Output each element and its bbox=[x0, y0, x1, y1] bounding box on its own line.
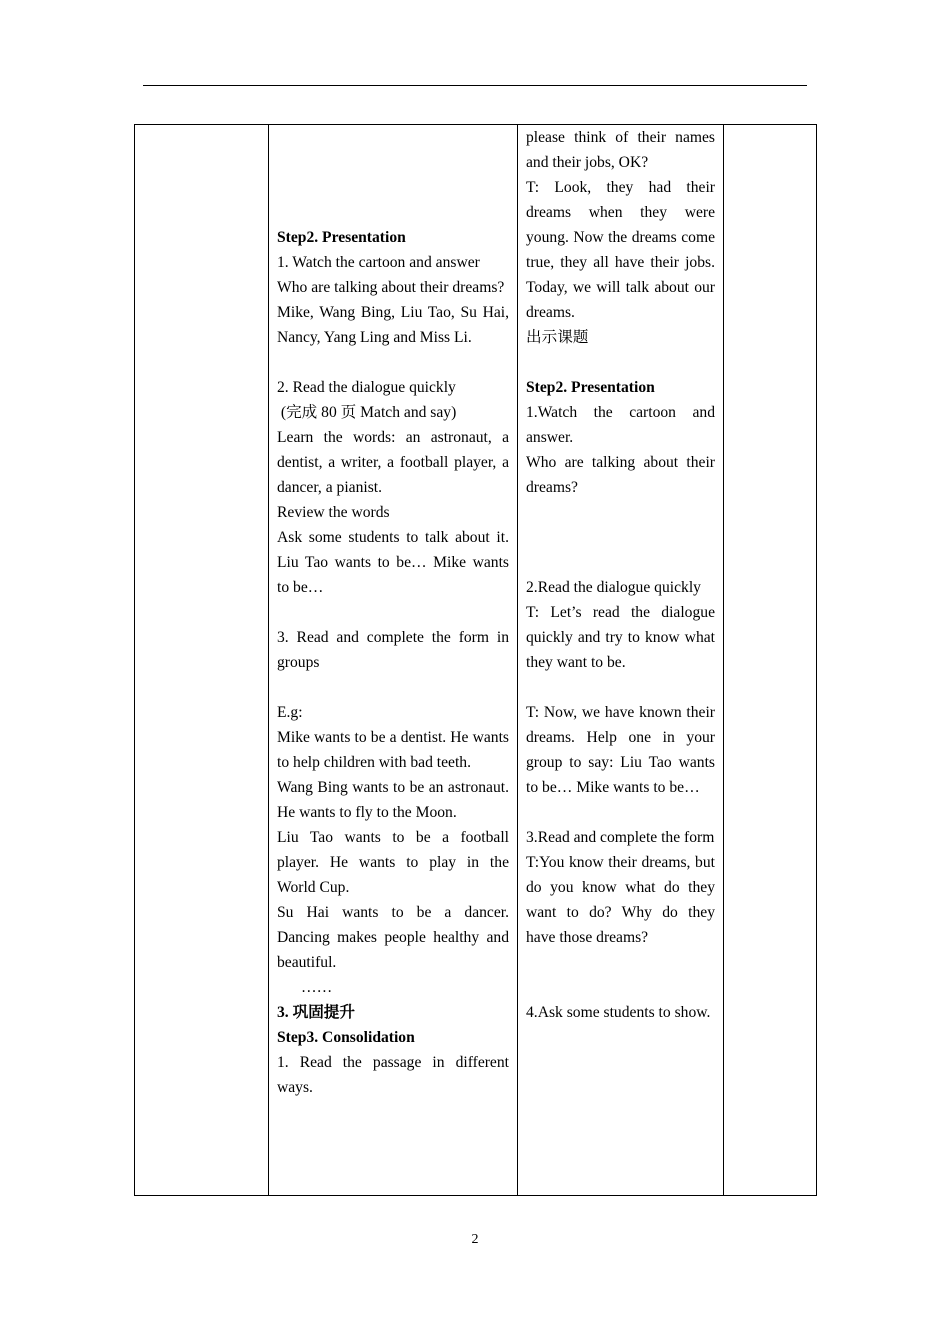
activity-text: 1. Read the passage in different ways. bbox=[277, 1054, 509, 1096]
page-number: 2 bbox=[471, 1232, 479, 1247]
step2-heading: Step2. Presentation bbox=[277, 229, 406, 246]
activity-text: T:You know their dreams, but do you know what do they want to do? Why do they have those dreams? bbox=[526, 854, 715, 946]
activity-text: T: Look, they had their dreams when they were young. Now the dreams come true, they all have their jobs. Today, we will talk about our dreams. bbox=[526, 179, 715, 321]
activity-text: Review the words bbox=[277, 504, 390, 521]
activity-text: 出示课题 bbox=[526, 329, 589, 346]
activity-text: Mike wants to be a dentist. He wants to help children with bad teeth. bbox=[277, 729, 509, 771]
ellipsis: …… bbox=[301, 979, 333, 996]
activity-text: 1.Watch the cartoon and answer. bbox=[526, 404, 715, 446]
activity-text: Who are talking about their dreams? bbox=[526, 454, 715, 496]
activity-text: 4.Ask some students to show. bbox=[526, 1004, 711, 1021]
column-divider bbox=[723, 125, 724, 1195]
activity-text: Su Hai wants to be a dancer. Dancing makes people healthy and beautiful. bbox=[277, 904, 509, 971]
column-divider bbox=[268, 125, 269, 1195]
activity-text: Learn the words: an astronaut, a dentist, a writer, a football player, a dancer, a pianist. bbox=[277, 429, 509, 496]
activity-text: T: Let’s read the dialogue quickly and try to know what they want to be. bbox=[526, 604, 715, 671]
student-activity-column bbox=[277, 225, 509, 1100]
activity-text: T: Now, we have known their dreams. Help one in your group to say: Liu Tao wants to be… Mike wants to be… bbox=[526, 704, 715, 796]
header-rule bbox=[143, 85, 807, 86]
activity-text: (完成 80 页 Match and say) bbox=[277, 404, 457, 421]
step2-heading: Step2. Presentation bbox=[526, 379, 655, 396]
activity-text: Mike, Wang Bing, Liu Tao, Su Hai, Nancy, Yang Ling and Miss Li. bbox=[277, 304, 509, 346]
activity-text: Ask some students to talk about it. Liu Tao wants to be… Mike wants to be… bbox=[277, 529, 509, 596]
activity-text: E.g: bbox=[277, 704, 303, 721]
activity-text: please think of their names and their jobs, OK? bbox=[526, 129, 715, 171]
activity-text: 3.Read and complete the form bbox=[526, 829, 715, 846]
activity-text: 3. Read and complete the form in groups bbox=[277, 629, 509, 671]
activity-text: 2. Read the dialogue quickly bbox=[277, 379, 456, 396]
step3-heading: Step3. Consolidation bbox=[277, 1029, 415, 1046]
activity-text: 1. Watch the cartoon and answer bbox=[277, 254, 480, 271]
teacher-activity-column bbox=[526, 125, 715, 1025]
column-divider bbox=[517, 125, 518, 1195]
activity-text: 2.Read the dialogue quickly bbox=[526, 579, 701, 596]
consolidation-heading-cn: 3. 巩固提升 bbox=[277, 1004, 355, 1021]
activity-text: Liu Tao wants to be a football player. He wants to play in the World Cup. bbox=[277, 829, 509, 896]
lesson-table bbox=[134, 124, 817, 1196]
activity-text: Who are talking about their dreams? bbox=[277, 279, 505, 296]
activity-text: Wang Bing wants to be an astronaut. He wants to fly to the Moon. bbox=[277, 779, 509, 821]
